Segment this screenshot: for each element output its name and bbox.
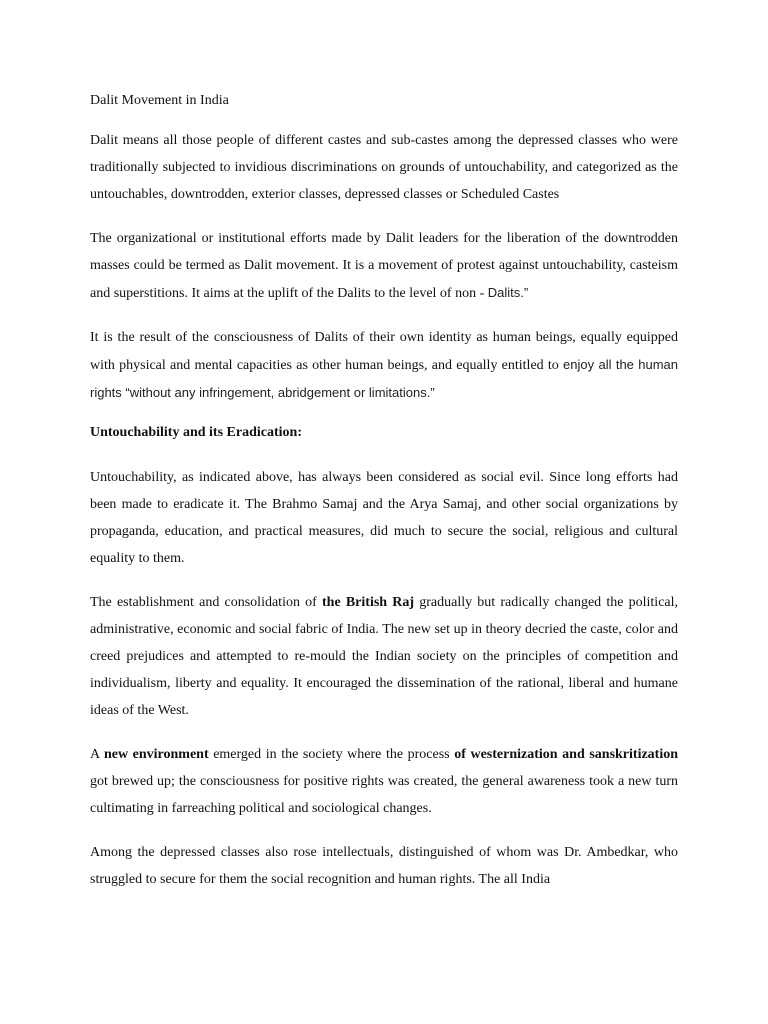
paragraph-text: The establishment and consolidation of bbox=[90, 595, 317, 610]
bold-phrase-new-environment: new environment bbox=[103, 747, 209, 762]
paragraph-text: Dalit means all those people of different castes and sub-castes among the depressed classes who were traditionally subjected to invidious discriminations on grounds of untouchability, and categorized as the untouchables, downtrodden, exterior classes, depressed classes or Scheduled Castes bbox=[90, 133, 678, 202]
paragraph-text: gradually but radically changed the political, administrative, economic and social fabric of India. The new set up in theory decried the caste, color and creed prejudices and attempted to re-mould the Indian society on the principles of competition and individualism, liberty and equality. It encouraged the dissemination of the rational, liberal and humane ideas of the West. bbox=[90, 595, 679, 718]
paragraph-ambedkar bbox=[90, 839, 678, 893]
paragraph-text: Among the depressed classes also rose intellectuals, distinguished of whom was Dr. Ambedkar, who struggled to secure for them the social recognition and human rights. The all India bbox=[90, 845, 678, 887]
paragraph-untouchability bbox=[90, 464, 678, 572]
paragraph-text: It is the result of the consciousness of Dalits of their own identity as human beings, equally equipped with physical and mental capacities as other human beings, and equally entitled to bbox=[90, 330, 678, 373]
paragraph-british-raj bbox=[90, 589, 678, 724]
paragraph-dalit-movement bbox=[90, 225, 678, 307]
document-title: Dalit Movement in India bbox=[90, 93, 229, 108]
paragraph-text: emerged in the society where the process bbox=[213, 747, 450, 762]
paragraph-dalit-definition bbox=[90, 127, 678, 208]
paragraph-text: Untouchability, as indicated above, has always been considered as social evil. Since long efforts had been made to eradicate it. The Brahmo Samaj and the Arya Samaj, and other social organizations by propaganda, education, and practical measures, did much to secure the social, religious and cultural equality to them. bbox=[90, 470, 678, 566]
section-heading: Untouchability and its Eradication: bbox=[90, 425, 302, 440]
paragraph-text-end: enjoy all the human rights “without any infringement, abridgement or limitations.” bbox=[90, 357, 679, 400]
paragraph-text: A bbox=[90, 747, 100, 762]
paragraph-text-end: Dalits.” bbox=[487, 285, 529, 300]
paragraph-new-environment bbox=[90, 741, 678, 822]
paragraph-text: got brewed up; the consciousness for positive rights was created, the general awareness took a new turn cultimating in farreaching political and sociological changes. bbox=[90, 774, 678, 816]
paragraph-text: The organizational or institutional efforts made by Dalit leaders for the liberation of the downtrodden masses could be termed as Dalit movement. It is a movement of protest against untouchability, casteism and superstitions. It aims at the uplift of the Dalits to the level of non - bbox=[90, 231, 678, 301]
bold-phrase-british-raj: the British Raj bbox=[322, 595, 415, 610]
paragraph-consciousness bbox=[90, 324, 678, 407]
bold-phrase-westernization: of westernization and sanskritization bbox=[454, 747, 679, 762]
